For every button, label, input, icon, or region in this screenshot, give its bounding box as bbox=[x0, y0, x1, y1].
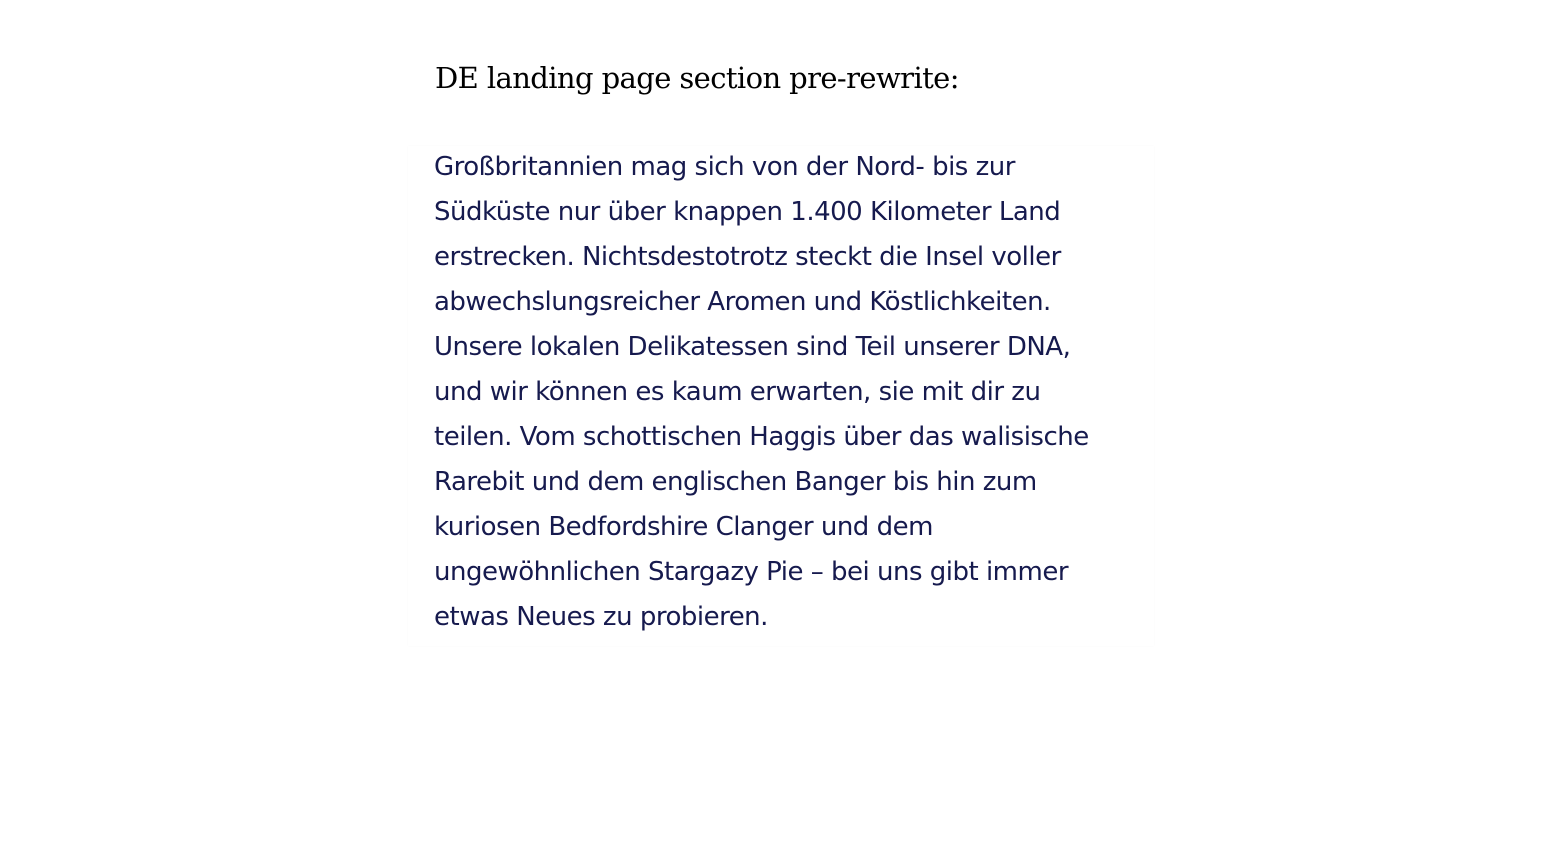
paragraph-line-7: teilen. Vom schottischen Haggis über das walisische bbox=[434, 422, 1089, 452]
paragraph-line-8: Rarebit und dem englischen Banger bis hin zum bbox=[434, 467, 1037, 497]
paragraph-line-10: ungewöhnlichen Stargazy Pie – bei uns gibt immer bbox=[434, 557, 1069, 587]
paragraph-line-2: Südküste nur über knappen 1.400 Kilometer Land bbox=[434, 197, 1061, 227]
paragraph-line-1: Großbritannien mag sich von der Nord- bis zur bbox=[434, 152, 1015, 182]
section-heading: DE landing page section pre-rewrite: bbox=[435, 61, 959, 95]
paragraph-line-5: Unsere lokalen Delikatessen sind Teil unserer DNA, bbox=[434, 332, 1071, 362]
paragraph-line-6: und wir können es kaum erwarten, sie mit dir zu bbox=[434, 377, 1041, 407]
paragraph-line-4: abwechslungsreicher Aromen und Köstlichkeiten. bbox=[434, 287, 1051, 317]
paragraph-line-11: etwas Neues zu probieren. bbox=[434, 602, 768, 632]
paragraph-line-3: erstrecken. Nichtsdestotrotz steckt die Insel voller bbox=[434, 242, 1061, 272]
paragraph-line-9: kuriosen Bedfordshire Clanger und dem bbox=[434, 512, 933, 542]
